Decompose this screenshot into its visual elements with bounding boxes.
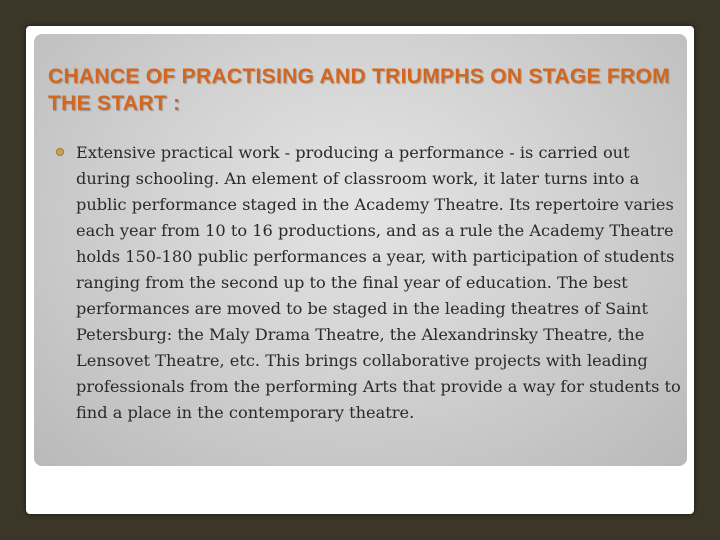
bullet-dot-icon (56, 148, 64, 156)
bullet-text: Extensive practical work - producing a performance - is carried out during schooling. An element of classroom work, it later turns into a public performance staged in the Academy Theatre. Its repertoire varies each year from 10 to 16 productions, and as a rule the Academy Theatre holds 150-180 public performances a year, with participation of students ranging from the second up to the final year of education. The best performances are moved to be staged in the leading theatres of Saint Petersburg: the Maly Drama Theatre, the Alexandrinsky Theatre, the Lensovet Theatre, etc. This brings collaborative projects with leading professionals from the performing Arts that provide a way for students to find a place in the contemporary theatre. (76, 143, 681, 422)
slide-title: CHANCE OF PRACTISING AND TRIUMPHS ON STAGE FROM THE START : (48, 65, 670, 115)
